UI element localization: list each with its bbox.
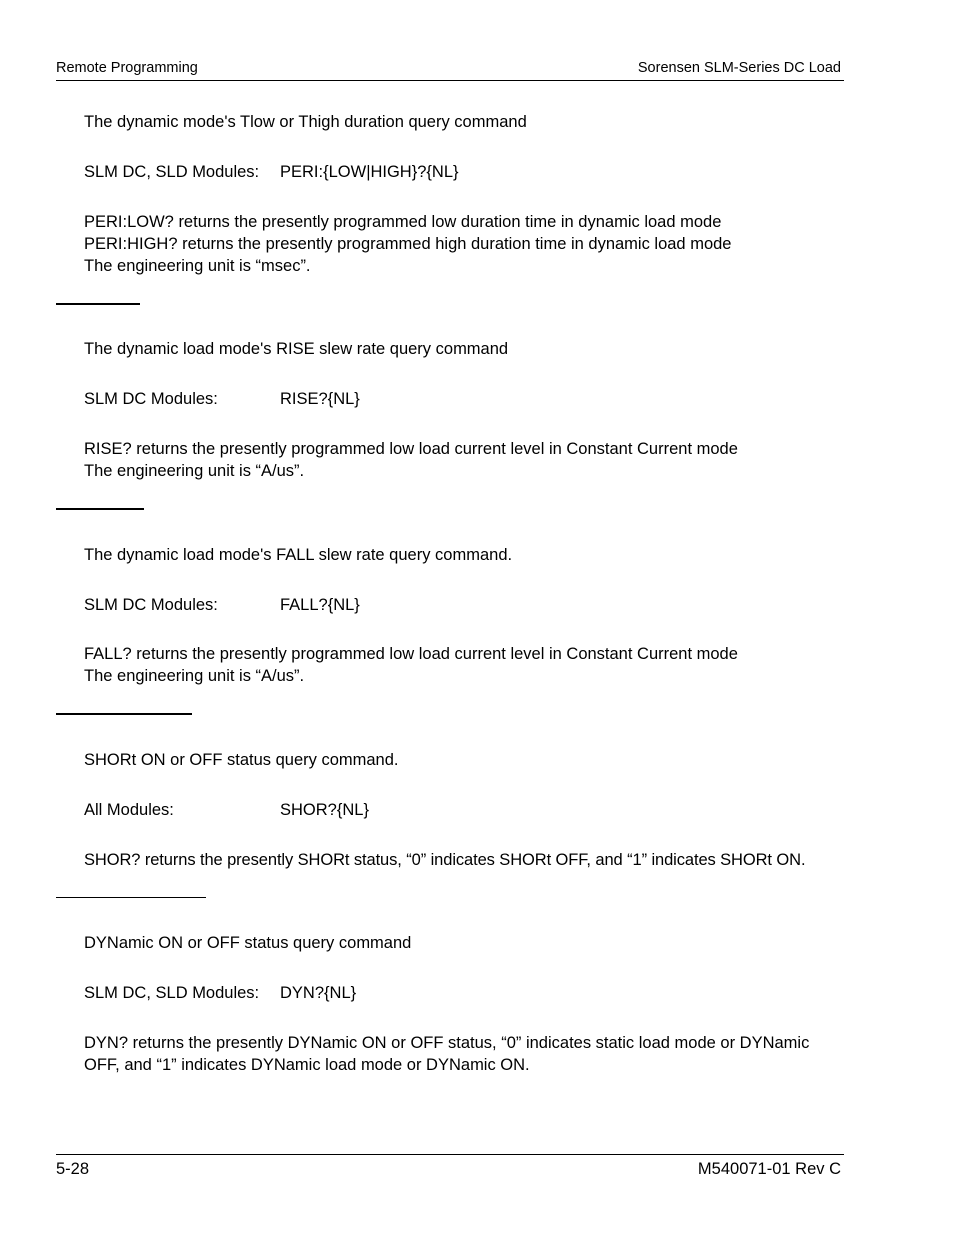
section-5-heading-rule xyxy=(56,897,206,898)
section-2-syntax-command: RISE?{NL} xyxy=(280,390,360,408)
section-1-returns-line-1: PERI:LOW? returns the presently programmed low duration time in dynamic load mode xyxy=(84,213,722,231)
header-right: Sorensen SLM-Series DC Load xyxy=(637,60,841,76)
section-2-syntax-label: SLM DC Modules: xyxy=(84,390,218,408)
section-1-description: The dynamic mode's Tlow or Thigh duration query command xyxy=(84,113,527,131)
section-1-syntax-command: PERI:{LOW|HIGH}?{NL} xyxy=(280,163,459,181)
section-1-syntax-label: SLM DC, SLD Modules: xyxy=(84,163,260,181)
document-revision: M540071-01 Rev C xyxy=(697,1160,841,1178)
section-3-syntax-command: FALL?{NL} xyxy=(280,596,360,614)
section-2-returns-line-2: The engineering unit is “A/us”. xyxy=(84,462,305,480)
section-4-description: SHORt ON or OFF status query command. xyxy=(84,751,399,769)
section-1-returns-line-2: PERI:HIGH? returns the presently programmed high duration time in dynamic load mode xyxy=(84,235,732,253)
section-4-returns-line-1: SHOR? returns the presently SHORt status, “0” indicates SHORt OFF, and “1” indicates SHORt ON. xyxy=(84,851,806,869)
section-4-heading-rule xyxy=(56,713,192,715)
section-2-description: The dynamic load mode's RISE slew rate query command xyxy=(84,340,509,358)
section-5-returns-line-1: DYN? returns the presently DYNamic ON or OFF status, “0” indicates static load mode or DYNamic xyxy=(84,1034,810,1052)
section-2-heading-rule xyxy=(56,303,140,305)
section-4-syntax-label: All Modules: xyxy=(84,801,174,819)
header-rule xyxy=(56,80,844,81)
section-1-returns-line-3: The engineering unit is “msec”. xyxy=(84,257,311,275)
section-5-syntax-label: SLM DC, SLD Modules: xyxy=(84,984,260,1002)
section-5-returns-line-2: OFF, and “1” indicates DYNamic load mode or DYNamic ON. xyxy=(84,1056,530,1074)
section-3-returns-line-1: FALL? returns the presently programmed low load current level in Constant Current mode xyxy=(84,645,738,663)
section-5-description: DYNamic ON or OFF status query command xyxy=(84,934,412,952)
footer-rule xyxy=(56,1154,844,1155)
section-3-heading-rule xyxy=(56,508,144,510)
section-4-syntax-command: SHOR?{NL} xyxy=(280,801,369,819)
section-3-syntax-label: SLM DC Modules: xyxy=(84,596,218,614)
section-2-returns-line-1: RISE? returns the presently programmed low load current level in Constant Current mode xyxy=(84,440,738,458)
page-number: 5-28 xyxy=(56,1160,90,1178)
section-3-returns-line-2: The engineering unit is “A/us”. xyxy=(84,667,305,685)
header-left: Remote Programming xyxy=(56,60,198,76)
section-5-syntax-command: DYN?{NL} xyxy=(280,984,357,1002)
section-3-description: The dynamic load mode's FALL slew rate query command. xyxy=(84,546,513,564)
